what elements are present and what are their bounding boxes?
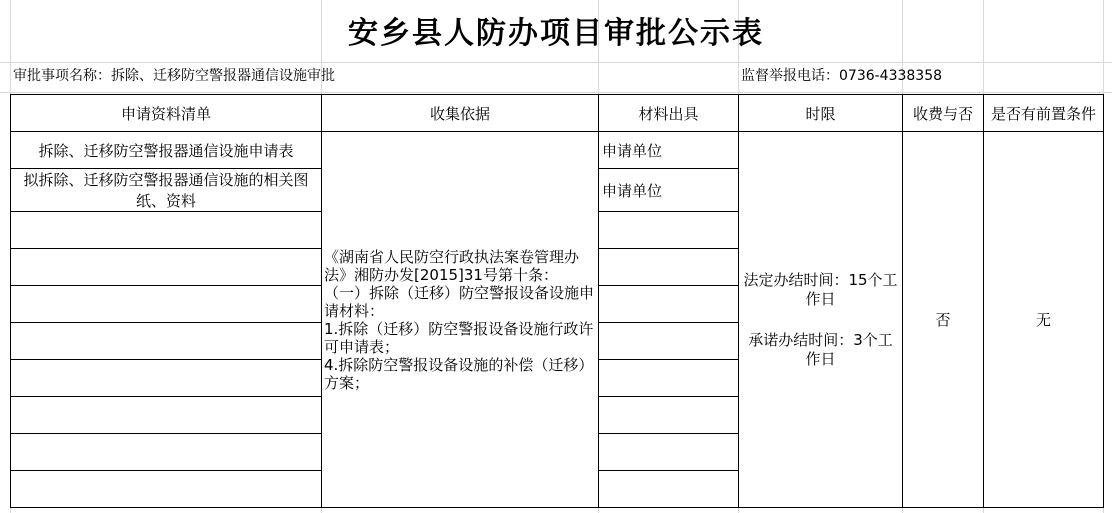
header-materials: 申请资料清单	[11, 95, 322, 132]
empty-cell	[599, 212, 739, 249]
empty-cell	[11, 471, 322, 508]
time-limit-cell	[739, 132, 903, 508]
empty-cell	[599, 434, 739, 471]
basis-line: 《湖南省人民防空行政执法案卷管理办法》湘防办发[2015]31号第十条：	[324, 247, 580, 284]
empty-cell	[11, 249, 322, 286]
basis-cell	[322, 132, 599, 508]
basis-line: 1.拆除（迁移）防空警报设备设施行政许可申请表；	[324, 319, 594, 356]
empty-cell	[599, 397, 739, 434]
fee-cell: 否	[903, 132, 984, 508]
empty-cell	[11, 323, 322, 360]
empty-cell	[599, 323, 739, 360]
page-title: 安乡县人防办项目审批公示表	[348, 16, 764, 51]
material-issuer: 申请单位	[599, 169, 739, 212]
header-issuer: 材料出具	[599, 95, 739, 132]
approval-table	[10, 94, 1104, 508]
legal-time-limit: 法定办结时间：15个工作日	[743, 270, 898, 308]
material-name: 拆除、迁移防空警报器通信设施申请表	[11, 132, 322, 169]
header-time-limit: 时限	[739, 95, 903, 132]
empty-cell	[11, 286, 322, 323]
header-basis: 收集依据	[322, 95, 599, 132]
report-hotline: 监督举报电话：0736-4338358	[741, 68, 943, 84]
empty-cell	[11, 434, 322, 471]
header-precondition: 是否有前置条件	[984, 95, 1104, 132]
empty-cell	[11, 360, 322, 397]
table-row	[11, 132, 1104, 169]
material-name: 拟拆除、迁移防空警报器通信设施的相关图纸、资料	[11, 169, 322, 212]
table-header-row	[11, 95, 1104, 132]
empty-cell	[599, 249, 739, 286]
header-fee: 收费与否	[903, 95, 984, 132]
empty-cell	[599, 286, 739, 323]
approval-item-name: 审批事项名称：拆除、迁移防空警报器通信设施审批	[13, 68, 335, 84]
material-issuer: 申请单位	[599, 132, 739, 169]
promised-time-limit: 承诺办结时间：3个工作日	[748, 330, 893, 368]
empty-cell	[11, 397, 322, 434]
basis-line: （一）拆除（迁移）防空警报设备设施申请材料：	[324, 283, 595, 320]
precondition-cell: 无	[984, 132, 1104, 508]
empty-cell	[11, 212, 322, 249]
basis-line: 4.拆除防空警报设备设施的补偿（迁移）方案；	[324, 355, 594, 392]
empty-cell	[599, 360, 739, 397]
empty-cell	[599, 471, 739, 508]
